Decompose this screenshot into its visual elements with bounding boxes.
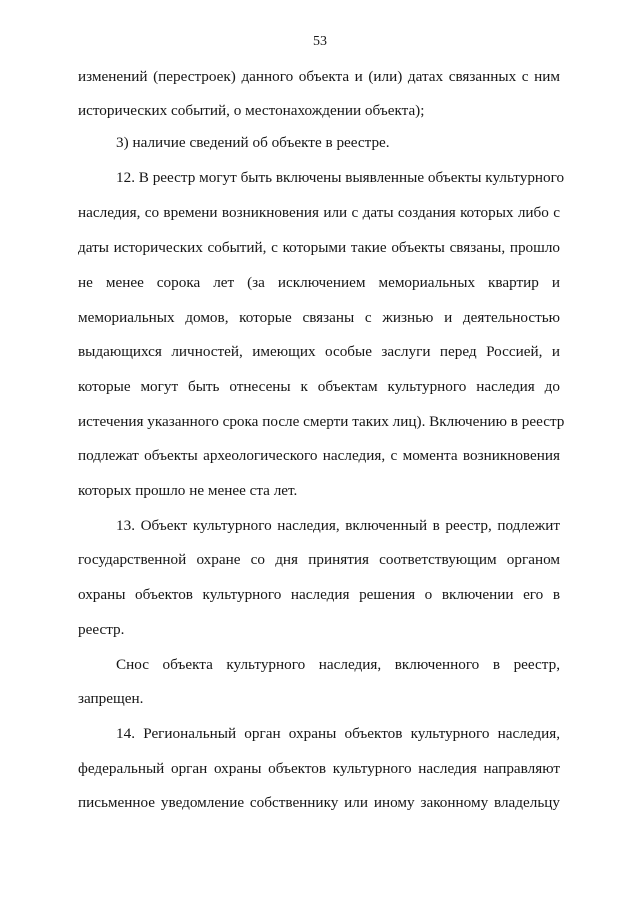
text-line: письменное уведомление собственнику или иному законному владельцу [78,794,560,811]
text-line: реестр. [78,621,125,638]
text-line: 3) наличие сведений об объекте в реестре. [116,134,390,151]
page-number: 53 [313,34,327,49]
text-line: мемориальных домов, которые связаны с жизнью и деятельностью [78,309,560,326]
text-line: 14. Региональный орган охраны объектов культурного наследия, [116,725,560,742]
text-line: Снос объекта культурного наследия, включенного в реестр, [116,656,560,673]
text-line: наследия, со времени возникновения или с даты создания которых либо с [78,204,560,221]
text-line: даты исторических событий, с которыми такие объекты связаны, прошло [78,239,560,256]
text-line: охраны объектов культурного наследия решения о включении его в [78,586,560,603]
text-line: федеральный орган охраны объектов культурного наследия направляют [78,760,560,777]
text-line: не менее сорока лет (за исключением мемориальных квартир и [78,274,560,291]
text-line: запрещен. [78,690,144,707]
text-line: которые могут быть отнесены к объектам культурного наследия до [78,378,560,395]
text-line: 12. В реестр могут быть включены выявленные объекты культурного [116,169,565,186]
text-line: 13. Объект культурного наследия, включенный в реестр, подлежит [116,517,560,534]
text-line: выдающихся личностей, имеющих особые заслуги перед Россией, и [78,343,560,360]
text-line: государственной охране со дня принятия соответствующим органом [78,551,560,568]
text-line: исторических событий, о местонахождении объекта); [78,102,425,119]
text-line: истечения указанного срока после смерти таких лиц). Включению в реестр [78,413,565,430]
text-line: подлежат объекты археологического наследия, с момента возникновения [78,447,560,464]
text-line: изменений (перестроек) данного объекта и (или) датах связанных с ним [78,68,560,85]
text-line: которых прошло не менее ста лет. [78,482,298,499]
